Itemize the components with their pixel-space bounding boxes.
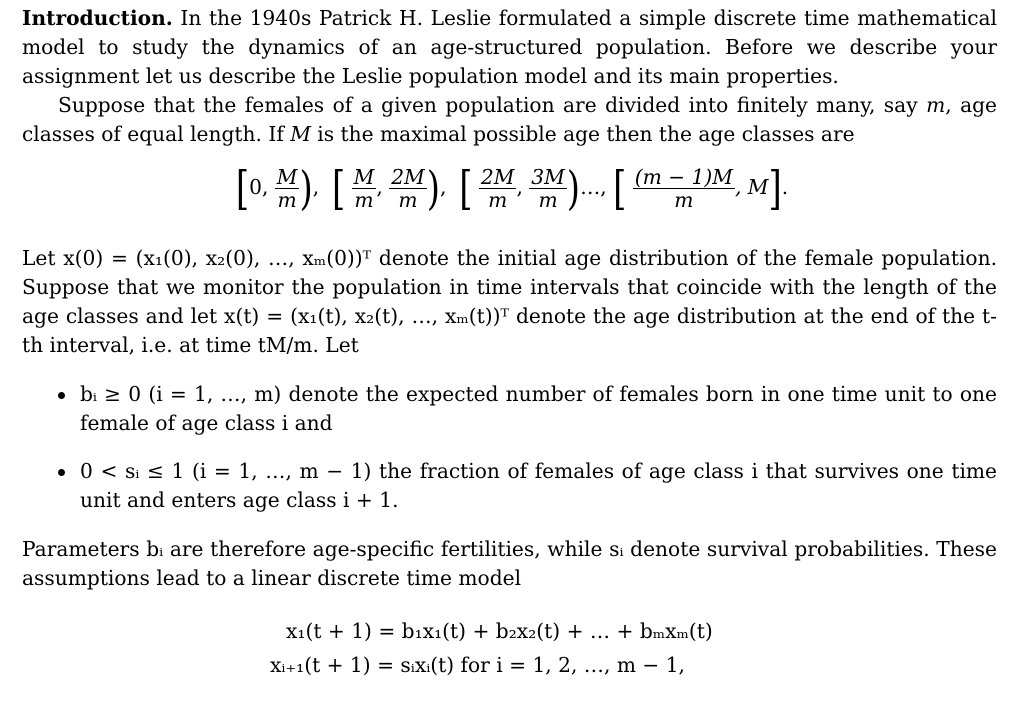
para2-M: M <box>290 122 311 146</box>
age-classes-display: [0, $\frac{M}{m}$ ), [ $\frac{M}{m}$ , $\frac{2M}{m}$ ), [ $\frac{2M}{m}$ , $\frac{3M}{m}$ )…, [ $\frac{(m - 1)M}{m}$ , M]. <box>235 161 789 216</box>
equation-1: x₁(t + 1) = b₁x₁(t) + b₂x₂(t) + … + bₘxₘ(t) <box>286 619 713 643</box>
class2-num2: 2M <box>391 165 425 189</box>
assumptions-list <box>22 380 997 438</box>
distribution-paragraph <box>22 244 997 360</box>
para2-text-2: , age classes of equal length. If <box>22 93 997 146</box>
list-item <box>22 380 997 438</box>
class-dots: …, <box>580 175 607 199</box>
para2-text-3: is the maximal possible age then the age classes are <box>310 122 855 146</box>
para2-m: m <box>926 93 946 117</box>
bullet-survival: 0 < sᵢ ≤ 1 (i = 1, …, m − 1) the fraction of females of age class i that survives one time unit and enters age class i + 1. <box>80 459 997 512</box>
para4-text: Parameters bᵢ are therefore age-specific fertilities, while sᵢ denote survival probabilities. These assumptions lead to a linear discrete time model <box>22 537 997 590</box>
class1-num: M <box>276 165 298 189</box>
para2-text-1: Suppose that the females of a given population are divided into finitely many, say <box>58 93 927 117</box>
class2-num1: M <box>353 165 375 189</box>
intro-paragraph <box>22 4 997 91</box>
class3-den2: m <box>538 188 558 212</box>
model-paragraph <box>22 535 997 593</box>
intro-heading: Introduction. <box>22 6 173 30</box>
class2-den1: m <box>354 188 374 212</box>
bullet-icon <box>58 392 65 399</box>
class2-den2: m <box>398 188 418 212</box>
equation-2: xᵢ₊₁(t + 1) = sᵢxᵢ(t) for i = 1, 2, …, m − 1, <box>270 653 685 677</box>
class4-right: , M <box>734 175 769 199</box>
bullet-icon <box>58 469 65 476</box>
class1-left: 0, <box>249 175 269 199</box>
intro-text: In the 1940s Patrick H. Leslie formulated a simple discrete time mathematical model to study the dynamics of an age-structured population. Before we describe your assignment let us describe the Leslie population model and its main properties. <box>22 6 997 88</box>
assumptions-list-2 <box>22 457 997 515</box>
class4-num: (m − 1)M <box>634 165 733 189</box>
class3-num1: 2M <box>480 165 515 189</box>
bullet-fertility: bᵢ ≥ 0 (i = 1, …, m) denote the expected number of females born in one time unit to one female of age class i and <box>80 382 997 435</box>
para3-text: Let x(0) = (x₁(0), x₂(0), …, xₘ(0))ᵀ denote the initial age distribution of the female population. Suppose that we monitor the population in time intervals that coincide with the length of the age classes and let x(t) = (x₁(t), x₂(t), …, xₘ(t))ᵀ denote the age distribution at the end of the t-th interval, i.e. at time tM/m. Let <box>22 246 997 357</box>
class1-den: m <box>277 188 297 212</box>
list-item <box>22 457 997 515</box>
age-classes-paragraph <box>22 91 997 149</box>
class3-num2: 3M <box>531 165 565 189</box>
class3-den1: m <box>488 188 508 212</box>
class4-den: m <box>674 188 694 212</box>
